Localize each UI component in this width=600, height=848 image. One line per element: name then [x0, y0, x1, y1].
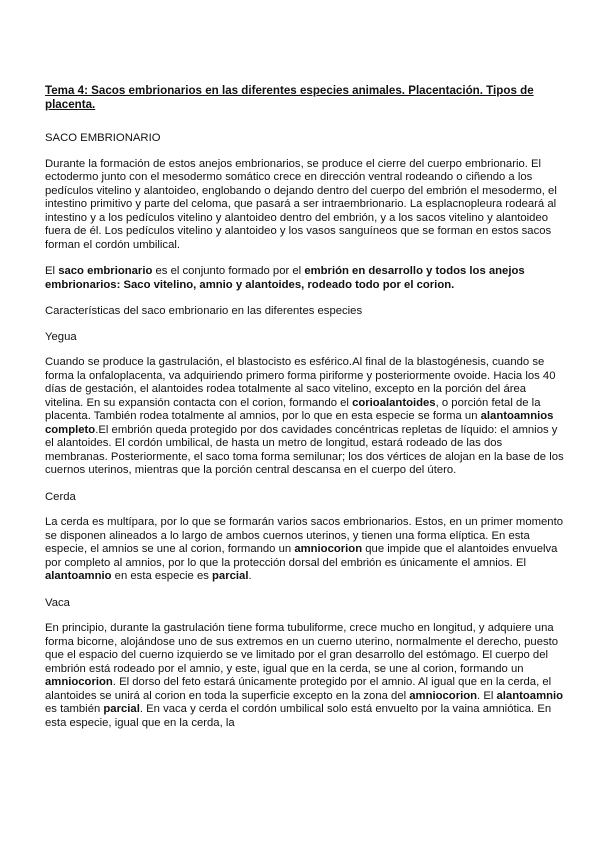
cerda-heading: Cerda [45, 490, 76, 503]
cerda-paragraph [45, 516, 565, 584]
text-run: En principio, durante la gastrulación tiene forma tubuliforme, crece mucho en longitud, y adquiere una forma bicorne, alojándose uno de sus extremos en un cuerno uterino, normalmente el derecho, puesto que el espacio del cuerno izquierdo se ve limitado por el gran desarrollo del estómago. El cuerpo del embrión está rodeado por el amnio, y este, igual que en la cerda, se une al corion, formando un [45, 622, 559, 675]
definition-paragraph [45, 265, 565, 292]
bold-run: parcial [212, 570, 249, 582]
text-run: en esta especie es [111, 570, 213, 582]
bold-run: alantoamnio [45, 570, 112, 582]
text-run: es el conjunto formado por el [152, 265, 305, 277]
bold-run: amniocorion [45, 676, 113, 688]
text-run: , o porción fetal de la placenta. También rodea totalmente al amnios, por lo que en esta especie se forma un [45, 396, 541, 422]
yegua-heading: Yegua [45, 330, 77, 343]
text-run: que impide que el alantoides envuelva por completo al amnios, por lo que la protección dorsal del embrión es únicamente el amnios. El [45, 543, 558, 569]
bold-run: saco embrionario [58, 265, 153, 277]
vaca-paragraph [45, 622, 565, 730]
bold-run: amniocorion [409, 689, 478, 702]
characteristics-heading: Características del saco embrionario en las diferentes especies [45, 305, 363, 317]
text-run: . El dorso del feto estará únicamente protegido por el amnio. Al igual que en la cerda, el alantoides se unirá al corion en toda la superficie excepto en la zona del [45, 676, 552, 702]
bold-run: amniocorion [294, 543, 363, 555]
text-run: .El embrión queda protegido por dos cavidades concéntricas repletas de líquido: el amnios y el alantoides. El cordón umbilical, de hasta un metro de longitud, estará rodeado de las dos membranas. Posteriormente, el saco toma forma semilunar; los dos vértices de alojan en la base de los cuernos uterinos, mientras que la porción central descansa en el cuerpo del útero. [45, 423, 564, 476]
vaca-heading: Vaca [45, 596, 70, 609]
bold-run: alantoamnios completo [45, 410, 554, 436]
text-run: . En vaca y cerda el cordón umbilical solo está envuelto por la vaina amniótica. En esta especie, igual que en la cerda, la [45, 703, 552, 729]
bold-run: corioalantoides [352, 396, 436, 409]
yegua-paragraph [45, 356, 565, 478]
bold-run: parcial [103, 703, 140, 715]
text-run: . El [477, 689, 497, 702]
text-run: es también [45, 703, 104, 715]
text-run: La cerda es multípara, por lo que se formarán varios sacos embrionarios. Estos, en un primer momento se disponen alineados a lo largo de ambos cuernos uterinos, y tienen una forma elíptica. En esta especie, el amnios se une al corion, formando un [45, 516, 564, 555]
bold-run: alantoamnio [496, 689, 564, 702]
intro-paragraph: Durante la formación de estos anejos embrionarios, se produce el cierre del cuerpo embrionario. El ectodermo junto con el mesodermo somático crece en dirección ventral rodeando o ciñendo a los pedículos vitelino y alantoideo, englobando o dejando dentro del cuerpo del embrión el mesodermo, el intestino primitivo y parte del celoma, que pasará a ser intraembrionario. La esplacnopleura rodeará al intestino y a los pedículos vitelino y alantoideo dentro del embrión, y a los sacos vitelino y alantoideo fuera de él. Los pedículos vitelino y alantoideo y los vasos sanguíneos que se forman en estos sacos forman el cordón umbilical. [45, 157, 557, 251]
bold-run: embrión en desarrollo y todos los anejos embrionarios: Saco vitelino, amnio y alantoides, rodeado todo por el corion. [45, 265, 525, 291]
section-heading: SACO EMBRIONARIO [45, 132, 161, 144]
text-run: El [45, 265, 59, 277]
text-run: Cuando se produce la gastrulación, el blastocisto es esférico.Al final de la blastogénesis, cuando se forma la onfaloplacenta, va adquiriendo primero forma piriforme y posteriormente ovoide. Hacia los 40 días de gestación, el alantoides rodea totalmente al saco vitelino, excepto en la porción del área vitelina. En su expansión contacta con el corion, formando el [45, 356, 556, 409]
text-run: . [248, 570, 252, 582]
document-page [45, 84, 565, 743]
document-title: Tema 4: Sacos embrionarios en las diferentes especies animales. Placentación. Tipos de placenta. [45, 84, 534, 111]
